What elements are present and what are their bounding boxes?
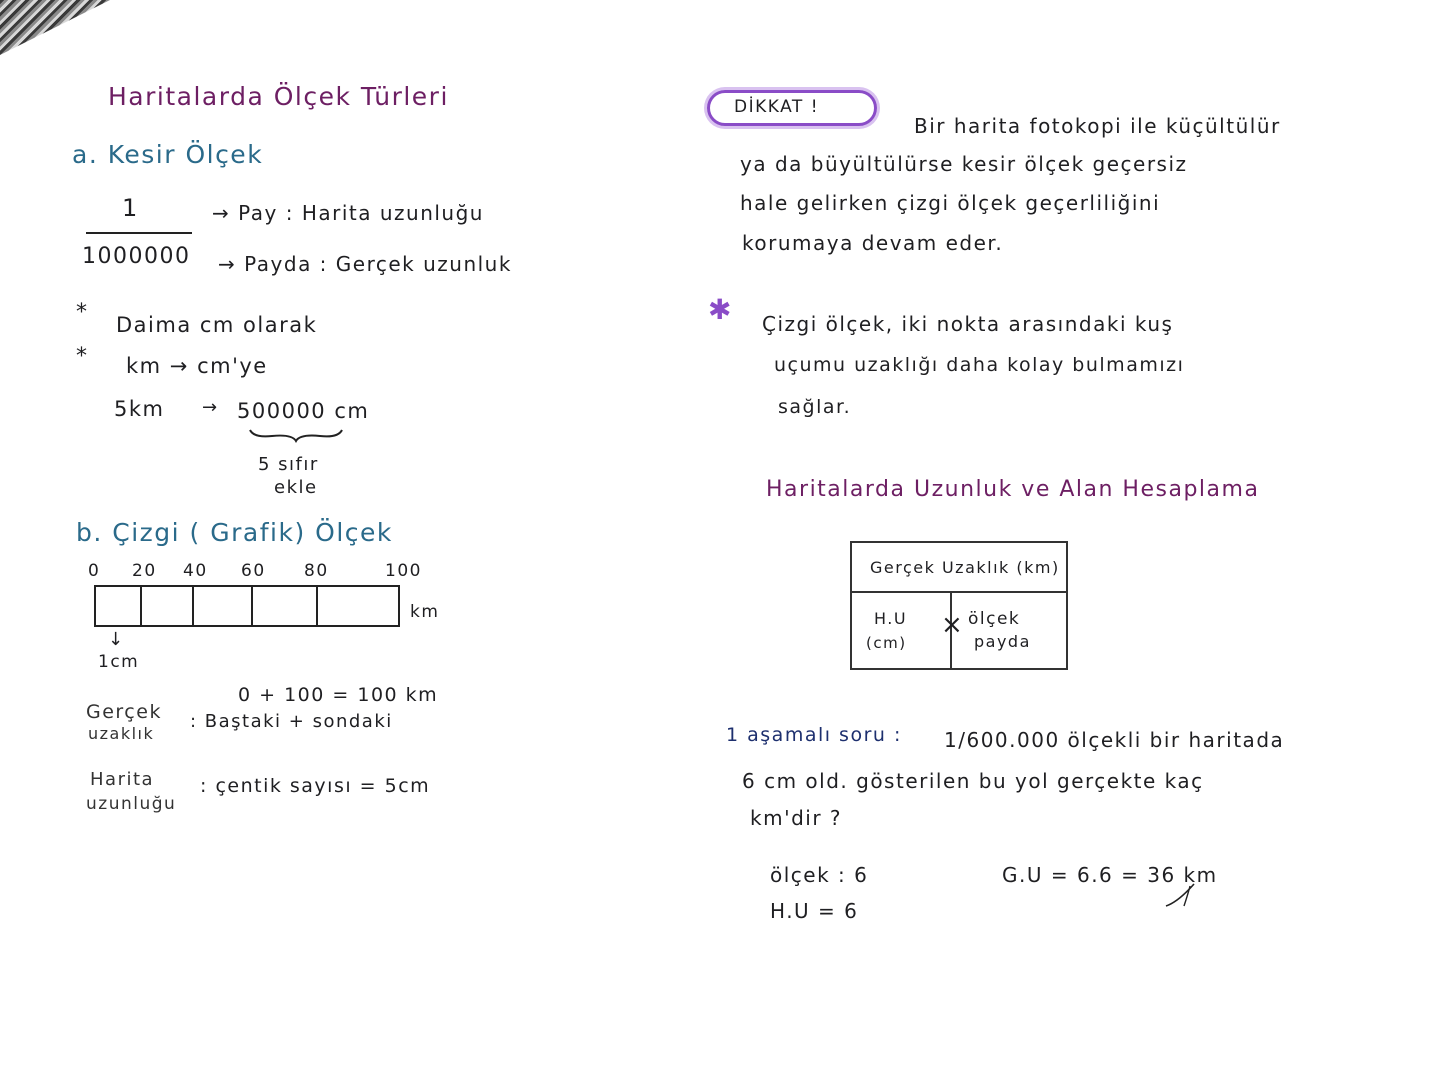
fraction-bar [86,232,192,234]
table-payda-cell: payda [974,632,1031,651]
scale-division [140,587,142,625]
answer-hu: H.U = 6 [770,899,859,923]
note-daima: Daima cm olarak [116,313,318,337]
dikkat-text-line: hale gelirken çizgi ölçek geçerliliğini [740,191,1161,215]
one-cm-label: 1cm [98,652,140,672]
arrow-right-icon: → [202,397,218,418]
scale-division [251,587,253,625]
section-a-heading: a. Kesir Ölçek [72,140,264,169]
payda-note: → Payda : Gerçek uzunluk [218,252,512,276]
question-line: 6 cm old. gösterilen bu yol gerçekte kaç [742,769,1204,793]
scale-tick-label: 100 [385,561,422,581]
question-label: 1 aşamalı soru : [726,724,902,746]
table-divider [852,591,1066,593]
table-hu-cell: H.U [874,609,908,628]
dikkat-text-line: Bir harita fotokopi ile küçültülür [914,114,1281,138]
scale-division [192,587,194,625]
fraction-denominator: 1000000 [82,244,191,269]
underbrace-icon [248,428,344,442]
table-top-cell: Gerçek Uzaklık (km) [870,558,1060,577]
fraction-numerator: 1 [122,194,139,222]
cizgi-text-line: uçumu uzaklığı daha kolay bulmamızı [774,354,1185,376]
answer-olcek: ölçek : 6 [770,863,869,887]
section-b-heading: b. Çizgi ( Grafik) Ölçek [76,518,393,547]
dikkat-text-line: korumaya devam eder. [742,231,1004,255]
bullet-star: * [76,344,87,369]
gercek-calc: 0 + 100 = 100 km [238,684,439,706]
scale-tick-label: 40 [183,561,208,581]
uzunlugu-label: uzunluğu [86,794,177,814]
note-ekle: ekle [274,477,318,498]
note-5km: 5km [114,397,165,421]
note-cm-value: 500000 cm [237,399,370,423]
cizgi-text-line: Çizgi ölçek, iki nokta arasındaki kuş [762,312,1174,336]
multiply-icon: × [941,610,963,640]
page-title: Haritalarda Ölçek Türleri [108,82,449,111]
question-line: km'dir ? [750,806,843,830]
scale-tick-label: 60 [241,561,266,581]
bullet-star: * [76,300,87,325]
scale-division [316,587,318,625]
scale-tick-label: 20 [132,561,157,581]
table-olcek-cell: ölçek [968,609,1021,629]
scale-unit: km [410,602,440,622]
asterisk-icon: ✱ [708,293,732,326]
graphic-scale-bar [94,585,400,627]
harita-label: Harita [90,769,155,790]
scale-tick-label: 80 [304,561,329,581]
checkmark-icon [1164,880,1200,910]
question-line: 1/600.000 ölçekli bir haritada [944,728,1285,752]
table-cm-cell: (cm) [866,634,907,652]
uzaklik-label: uzaklık [88,724,155,743]
photo-corner-shadow [0,0,110,55]
harita-formula: : çentik sayısı = 5cm [200,775,431,797]
section-hesaplama-heading: Haritalarda Uzunluk ve Alan Hesaplama [766,477,1260,502]
note-sifir: 5 sıfır [258,454,319,475]
note-km-cm: km → cm'ye [126,354,268,378]
cizgi-text-line: sağlar. [778,396,852,418]
arrow-down-icon: ↓ [108,629,124,650]
answer-gu: G.U = 6.6 = 36 km [1002,863,1218,887]
scale-tick-label: 0 [88,561,101,581]
dikkat-label: DİKKAT ! [734,97,820,117]
gercek-label: Gerçek [86,701,162,723]
dikkat-text-line: ya da büyültülürse kesir ölçek geçersiz [740,152,1188,176]
pay-note: → Pay : Harita uzunluğu [212,201,484,225]
gercek-formula: : Baştaki + sondaki [190,711,393,732]
